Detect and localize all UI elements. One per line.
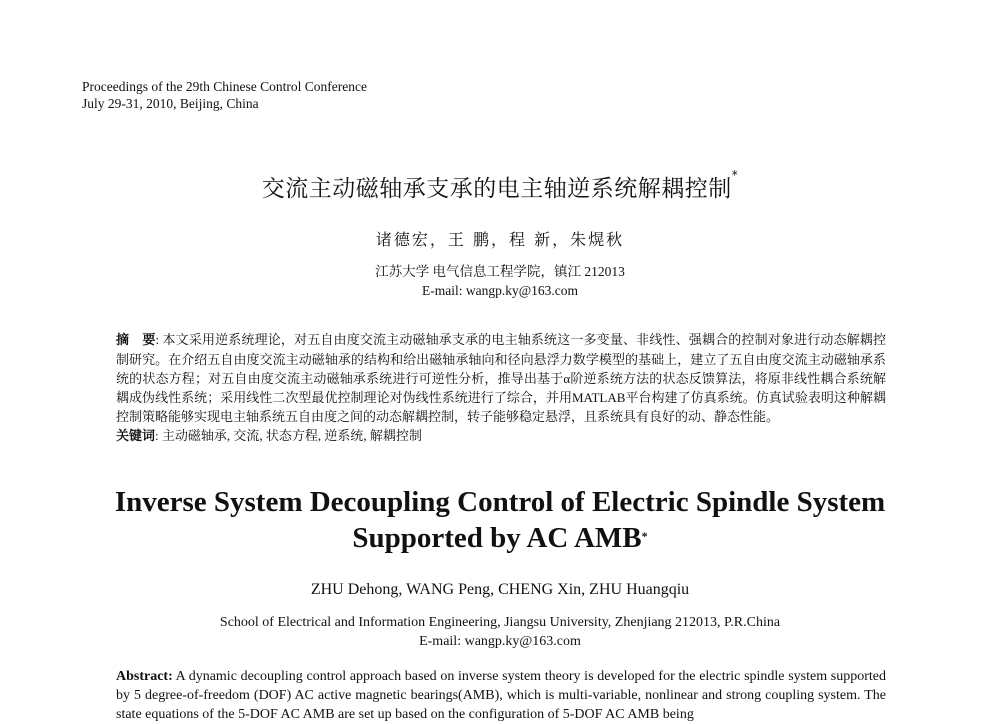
chinese-title-text: 交流主动磁轴承支承的电主轴逆系统解耦控制 — [261, 176, 732, 202]
chinese-email: E-mail: wangp.ky@163.com — [421, 283, 579, 298]
chinese-keywords-label: 关键词 — [116, 429, 156, 444]
english-affiliation-block — [0, 613, 1000, 651]
chinese-affiliation-block — [0, 262, 1000, 300]
english-email: E-mail: wangp.ky@163.com — [419, 634, 581, 649]
proceedings-header — [82, 78, 367, 112]
chinese-abstract — [116, 330, 886, 446]
english-title-line2-wrap — [0, 520, 1000, 556]
chinese-abstract-text: : 本文采用逆系统理论，对五自由度交流主动磁轴承支承的电主轴系统这一多变量、非线性、强耦合的控制对象进行动态解耦控制研究。在介绍五自由度交流主动磁轴承的结构和给出磁轴承轴向和径向悬浮力数学模型的基础上，建立了五自由度交流主动磁轴承系统的状态方程；对五自由度交流主动磁轴承系统进行可逆性分析，推导出基于α阶逆系统方法的状态反馈算法，将原非线性耦合系统解耦成伪线性系统；采用线性二次型最优控制理论对伪线性系统进行了综合，并用MATLAB平台构建了仿真系统。仿真试验表明这种解耦控制策略能够实现电主轴系统五自由度之间的动态解耦控制，转子能够稳定悬浮，且系统具有良好的动、静态性能。 — [116, 332, 886, 424]
english-title-line2: Supported by AC AMB — [352, 522, 642, 554]
chinese-keywords-text: : 主动磁轴承, 交流, 状态方程, 逆系统, 解耦控制 — [155, 428, 422, 443]
chinese-affiliation: 江苏大学 电气信息工程学院，镇江 212013 — [375, 264, 625, 279]
chinese-keywords — [116, 426, 886, 446]
chinese-title-footnote-mark: * — [731, 168, 739, 182]
english-title — [0, 484, 1000, 556]
chinese-abstract-label: 摘 要 — [116, 333, 156, 348]
english-title-line1: Inverse System Decoupling Control of Electric Spindle System — [114, 486, 886, 518]
conference-date-location: July 29-31, 2010, Beijing, China — [82, 96, 259, 111]
english-abstract-label: Abstract: — [116, 669, 173, 684]
english-abstract-text: A dynamic decoupling control approach based on inverse system theory is developed for the electric spindle system supported by 5 degree-of-freedom (DOF) AC active magnetic bearings(AMB), which is multi-variable, nonlinear and strong coupling system. The state equations of the 5-DOF AC AMB are set up based on the configuration of 5-DOF AC AMB being — [116, 669, 886, 722]
english-abstract — [116, 667, 886, 724]
proceedings-name: Proceedings of the 29th Chinese Control Conference — [82, 79, 367, 94]
english-title-footnote-mark: * — [641, 529, 648, 543]
english-authors: ZHU Dehong, WANG Peng, CHENG Xin, ZHU Huangqiu — [310, 581, 690, 598]
chinese-abstract-paragraph — [116, 330, 886, 426]
english-affiliation: School of Electrical and Information Engineering, Jiangsu University, Zhenjiang 212013, P.R.China — [219, 615, 781, 630]
chinese-authors: 诸德宏，王 鹏，程 新，朱熀秋 — [375, 230, 625, 249]
chinese-title — [0, 170, 1000, 203]
